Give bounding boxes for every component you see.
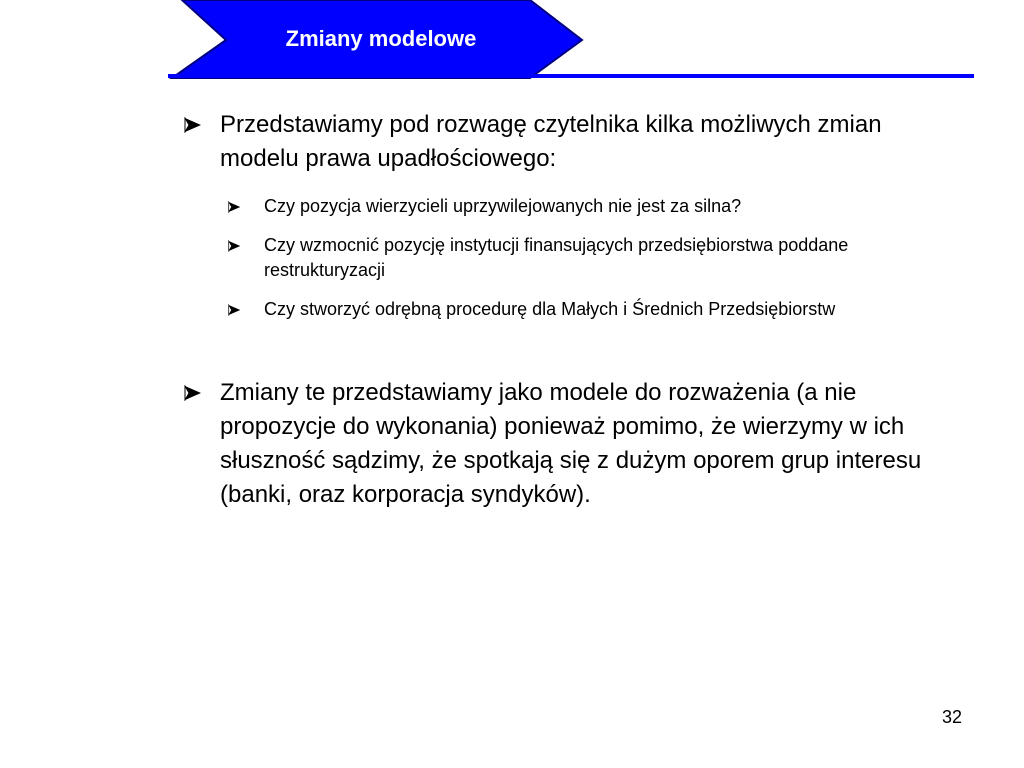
slide-content	[180, 108, 950, 512]
sub-bullet-item	[224, 194, 950, 219]
header-rule	[168, 74, 974, 78]
sub-bullet-item	[224, 233, 950, 283]
sub-bullet-text: Czy stworzyć odrębną procedurę dla Małych i Średnich Przedsiębiorstw	[264, 299, 836, 319]
bullet-text: Zmiany te przedstawiamy jako modele do rozważenia (a nie propozycje do wykonania) ponieważ pomimo, że wierzymy w ich słuszność sądzimy, że spotkają się z dużym oporem grup interesu (banki, oraz korporacja syndyków).	[220, 379, 922, 508]
arrow-bullet-icon	[228, 304, 241, 316]
arrow-bullet-icon	[228, 240, 241, 252]
sub-bullet-item	[224, 297, 950, 322]
bullet-item	[180, 376, 950, 512]
sub-bullet-text: Czy pozycja wierzycieli uprzywilejowanych nie jest za silna?	[264, 196, 742, 216]
sub-bullet-text: Czy wzmocnić pozycję instytucji finansujących przedsiębiorstwa poddane restrukturyzacji	[264, 235, 849, 280]
slide-title: Zmiany modelowe	[285, 26, 477, 51]
arrow-bullet-icon	[228, 201, 241, 213]
bullet-text: Przedstawiamy pod rozwagę czytelnika kilka możliwych zmian modelu prawa upadłościowego:	[220, 111, 882, 172]
bullet-item	[180, 108, 950, 176]
arrow-bullet-icon	[184, 117, 202, 133]
sub-bullet-list	[180, 194, 950, 322]
page-number: 32	[941, 707, 962, 727]
arrow-bullet-icon	[184, 385, 202, 401]
